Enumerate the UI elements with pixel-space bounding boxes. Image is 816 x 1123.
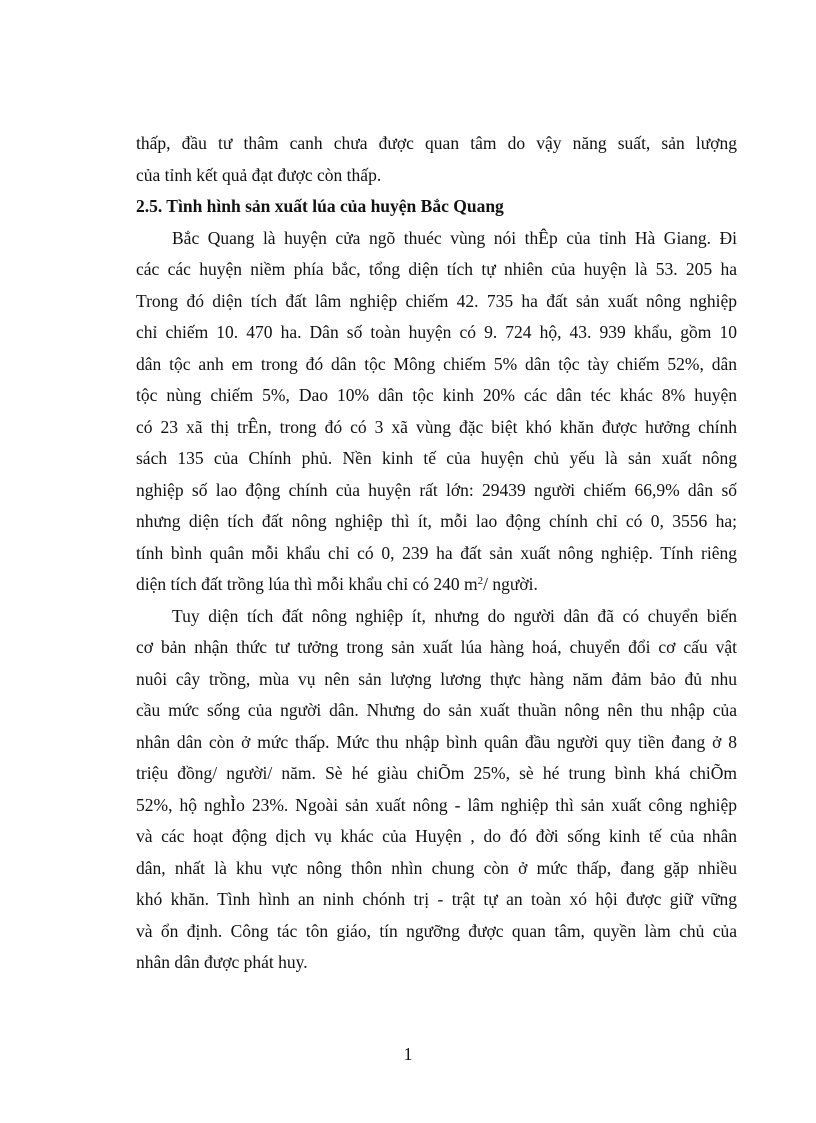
text-line: dân tộc anh em trong đó dân tộc Mông chiếm 5% dân tộc tày chiếm 52%, dân bbox=[136, 353, 737, 374]
text-line: chỉ chiếm 10. 470 ha. Dân số toàn huyện có 9. 724 hộ, 43. 939 khẩu, gồm 10 bbox=[136, 322, 737, 342]
text-line: Bắc Quang là huyện cửa ngõ thuéc vùng nói thÊp của tỉnh Hà Giang. Đi bbox=[172, 227, 737, 248]
text-line: nhưng diện tích đất nông nghiệp thì ít, mỗi lao động chính chỉ có 0, 3556 ha; bbox=[136, 511, 737, 531]
text-line: và ổn định. Công tác tôn giáo, tín ngưỡng được quan tâm, quyền làm chủ của bbox=[136, 920, 737, 941]
text-line: 52%, hộ nghÌo 23%. Ngoài sản xuất nông - lâm nghiệp thì sản xuất công nghiệp bbox=[136, 794, 737, 815]
text-line: cơ bản nhận thức tư tưởng trong sản xuất lúa hàng hoá, chuyển đổi cơ cấu vật bbox=[136, 637, 737, 657]
text-line: tính bình quân mỗi khẩu chỉ có 0, 239 ha đất sản xuất nông nghiệp. Tính riêng bbox=[136, 542, 737, 563]
text-line: của tỉnh kết quả đạt được còn thấp. bbox=[136, 164, 382, 185]
text-line: tộc nùng chiếm 5%, Dao 10% dân tộc kinh 20% các dân téc khác 8% huyện bbox=[136, 385, 737, 405]
text-line: và các hoạt động dịch vụ khác của Huyện , do đó đời sống kinh tế của nhân bbox=[136, 826, 737, 846]
page-number: 1 bbox=[403, 1044, 413, 1064]
text-line: triệu đồng/ người/ năm. Sè hé giàu chiÕm 25%, sè hé trung bình khá chiÕm bbox=[136, 763, 737, 783]
paragraph-economy bbox=[136, 601, 737, 979]
document-body bbox=[136, 128, 737, 979]
text-line: thấp, đầu tư thâm canh chưa được quan tâm do vậy năng suất, sản lượng bbox=[136, 133, 737, 153]
text-line: Trong đó diện tích đất lâm nghiệp chiếm 42. 735 ha đất sản xuất nông nghiệp bbox=[136, 290, 737, 311]
text-line: nuôi cây trồng, mùa vụ nên sản lượng lương thực hàng năm đảm bảo đủ nhu bbox=[136, 668, 737, 689]
text-fragment: diện tích đất trồng lúa thì mỗi khẩu chỉ có 240 m bbox=[136, 574, 478, 594]
paragraph-continuation bbox=[136, 128, 737, 191]
text-line: nghiệp số lao động chính của huyện rất lớn: 29439 người chiếm 66,9% dân số bbox=[136, 479, 737, 500]
text-line: cầu mức sống của người dân. Nhưng do sản xuất thuần nông nên thu nhập của bbox=[136, 700, 737, 720]
text-line: nhân dân còn ở mức thấp. Mức thu nhập bình quân đầu người quy tiền đang ở 8 bbox=[136, 731, 737, 752]
section-heading: 2.5. Tình hình sản xuất lúa của huyện Bắc Quang bbox=[136, 196, 504, 216]
text-line: sách 135 của Chính phủ. Nền kinh tế của huyện chủ yếu là sản xuất nông bbox=[136, 448, 737, 468]
text-line: dân, nhất là khu vực nông thôn nhìn chung còn ở mức thấp, đang gặp nhiều bbox=[136, 857, 737, 878]
text-line: có 23 xã thị trÊn, trong đó có 3 xã vùng đặc biệt khó khăn được hưởng chính bbox=[136, 416, 737, 437]
text-line: nhân dân được phát huy. bbox=[136, 952, 308, 972]
text-line: Tuy diện tích đất nông nghiệp ít, nhưng do người dân đã có chuyển biến bbox=[172, 605, 737, 626]
text-fragment: / người. bbox=[483, 574, 538, 594]
text-line: khó khăn. Tình hình an ninh chónh trị - trật tự an toàn xó hội được giữ vững bbox=[136, 889, 737, 909]
paragraph-bac-quang-overview bbox=[136, 223, 737, 601]
text-line: các các huyện niềm phía bắc, tổng diện tích tự nhiên của huyện là 53. 205 ha bbox=[136, 259, 737, 279]
superscript: 2 bbox=[477, 575, 484, 587]
text-line-with-superscript bbox=[136, 569, 737, 601]
